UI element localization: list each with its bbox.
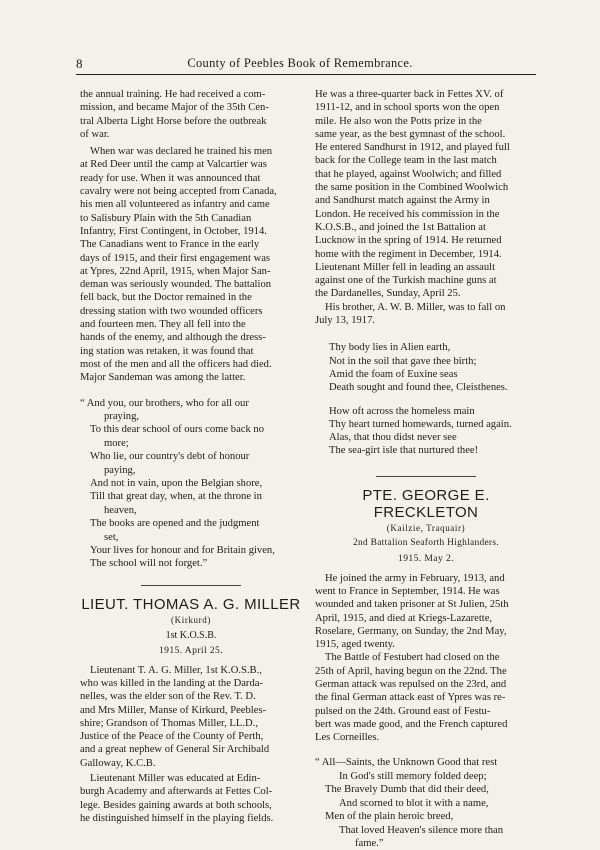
section-unit: 1st K.O.S.B. bbox=[165, 630, 217, 642]
section-place: (Kailzie, Traquair) bbox=[386, 522, 466, 533]
text-line: 1911-12, and in school sports won the open bbox=[315, 102, 500, 114]
text-line: the annual training. He had received a com- bbox=[80, 89, 266, 100]
text-line: The Canadians went to France in the early bbox=[80, 239, 260, 251]
text-line: He entered Sandhurst in 1912, and played full bbox=[315, 142, 510, 154]
text-line: German attack was repulsed on the 23rd, and bbox=[315, 678, 507, 690]
section-unit: 2nd Battalion Seaforth Highlanders. bbox=[353, 538, 499, 549]
quote-line: “ All—Saints, the Unknown Good that rest bbox=[315, 757, 498, 769]
poem-stanza bbox=[315, 405, 537, 458]
text-line: at Red Deer until the camp at Valcartier was bbox=[80, 159, 267, 171]
right-para-4 bbox=[315, 651, 537, 744]
text-line: 1915, aged twenty. bbox=[315, 639, 395, 651]
text-line: who was killed in the landing at the Darda- bbox=[80, 678, 263, 689]
text-line: hands of the enemy, and although the dress- bbox=[80, 332, 266, 344]
text-line: cavalry were not being accepted from Canada, bbox=[80, 186, 277, 198]
text-line: burgh Academy and afterwards at Fettes Col- bbox=[80, 786, 273, 798]
text-line: nelles, was the elder son of the Rev. T. D. bbox=[80, 691, 256, 703]
text-line: Justice of the Peace of the County of Perth, bbox=[80, 731, 264, 743]
poem-line: Thy heart turned homewards, turned again. bbox=[329, 418, 512, 430]
section-heading: LIEUT. THOMAS A. G. MILLER bbox=[81, 595, 301, 613]
right-para-3 bbox=[315, 572, 537, 652]
text-line: and Mrs Miller, Manse of Kirkurd, Peebles- bbox=[80, 704, 267, 716]
text-line: deman was seriously wounded. The battalion bbox=[80, 279, 272, 291]
poem-line: How oft across the homeless main bbox=[329, 405, 475, 417]
text-line: bert was made good, and the French captured bbox=[315, 718, 508, 730]
text-line: His brother, A. W. B. Miller, was to fall on bbox=[325, 301, 506, 313]
right-para-2 bbox=[315, 301, 537, 328]
right-column bbox=[315, 88, 537, 850]
quote-line: That loved Heaven's silence more than bbox=[339, 824, 503, 836]
text-line: he distinguished himself in the playing fields. bbox=[80, 812, 274, 824]
quote-line: more; bbox=[104, 437, 129, 449]
quote-line: heaven, bbox=[104, 504, 137, 516]
text-line: mile. He also won the Potts prize in the bbox=[315, 115, 482, 127]
page-title: County of Peebles Book of Remembrance. bbox=[187, 56, 413, 70]
left-para-2 bbox=[80, 145, 302, 384]
section-date: 1915. May 2. bbox=[398, 553, 454, 565]
text-line: He was a three-quarter back in Fettes XV. of bbox=[315, 89, 504, 100]
text-line: tral Alberta Light Horse before the outbreak bbox=[80, 115, 267, 127]
text-line: ing station was retaken, it was found that bbox=[80, 345, 254, 357]
text-line: When war was declared he trained his men bbox=[90, 146, 273, 158]
poem-line: Alas, that thou didst never see bbox=[329, 432, 457, 444]
text-line: went to France in September, 1914. He was bbox=[315, 585, 500, 597]
poem-line: Death sought and found thee, Cleisthenes. bbox=[329, 382, 508, 394]
text-line: dressing station with two wounded officers bbox=[80, 305, 263, 317]
text-line: ready for use. When it was announced that bbox=[80, 172, 261, 184]
text-line: same year, as the best gymnast of the school. bbox=[315, 128, 506, 140]
text-line: Infantry, First Contingent, in October, 1914. bbox=[80, 225, 267, 237]
right-quote bbox=[315, 756, 537, 850]
text-line: wounded and taken prisoner at St Julien, 25th bbox=[315, 599, 509, 611]
text-line: the same position in the Combined Woolwich bbox=[315, 182, 509, 194]
text-line: back for the College team in the last match bbox=[315, 155, 497, 167]
text-line: Roselare, Germany, on Sunday, the 2nd May, bbox=[315, 625, 507, 637]
quote-line: And scorned to blot it with a name, bbox=[339, 797, 489, 809]
text-line: and Sandhurst match against the Army in bbox=[315, 195, 490, 207]
quote-line: “ And you, our brothers, who for all our bbox=[80, 397, 249, 409]
left-para-1 bbox=[80, 88, 302, 141]
poem bbox=[315, 341, 537, 457]
right-para-1 bbox=[315, 88, 537, 301]
text-line: shire; Grandson of Thomas Miller, LL.D., bbox=[80, 717, 258, 729]
left-para-4 bbox=[80, 772, 302, 825]
text-line: Lieutenant Miller was educated at Edin- bbox=[90, 773, 261, 785]
page-number: 8 bbox=[76, 56, 83, 71]
text-line: of war. bbox=[80, 128, 110, 140]
poem-line: Amid the foam of Euxine seas bbox=[329, 368, 458, 380]
quote-line: Your lives for honour and for Britain given, bbox=[90, 545, 275, 556]
quote-line: The books are opened and the judgment bbox=[90, 518, 260, 530]
quote-line: The school will not forget.” bbox=[90, 558, 208, 570]
section-miller bbox=[80, 596, 302, 658]
text-line: pulsed on the 24th. Ground east of Festu- bbox=[315, 705, 491, 717]
section-date: 1915. April 25. bbox=[158, 645, 224, 657]
text-line: July 13, 1917. bbox=[315, 315, 376, 327]
poem-stanza bbox=[315, 341, 537, 394]
section-divider bbox=[141, 585, 241, 586]
left-para-3 bbox=[80, 664, 302, 770]
text-line: 25th of April, having begun on the 22nd. The bbox=[315, 665, 507, 677]
quote-line: paying, bbox=[104, 464, 136, 476]
text-line: and a great nephew of General Sir Archibald bbox=[80, 744, 270, 756]
text-line: The Battle of Festubert had closed on the bbox=[325, 652, 500, 664]
quote-line: Who lie, our country's debt of honour bbox=[90, 451, 250, 463]
text-line: home with the regiment in December, 1914. bbox=[315, 248, 502, 260]
section-divider bbox=[376, 476, 476, 477]
quote-line: set, bbox=[104, 531, 119, 543]
left-column bbox=[80, 88, 302, 825]
poem-line: The sea-girt isle that nurtured thee! bbox=[329, 445, 479, 457]
text-line: Lieutenant T. A. G. Miller, 1st K.O.S.B., bbox=[90, 664, 262, 676]
quote-line: In God's still memory folded deep; bbox=[339, 770, 487, 782]
text-line: most of the men and all the officers had died. bbox=[80, 358, 272, 370]
text-line: Galloway, K.C.B. bbox=[80, 757, 156, 769]
text-line: to Salisbury Plain with the 5th Canadian bbox=[80, 212, 252, 224]
text-line: Lieutenant Miller fell in leading an assault bbox=[315, 261, 496, 273]
text-line: lege. Besides gaining awards at both schools, bbox=[80, 799, 272, 811]
text-line: Lucknow in the spring of 1914. He returned bbox=[315, 235, 502, 247]
text-line: mission, and became Major of the 35th Cen- bbox=[80, 102, 269, 114]
text-line: at Ypres, 22nd April, 1915, when Major San- bbox=[80, 265, 271, 277]
quote-line: And not in vain, upon the Belgian shore, bbox=[90, 477, 263, 489]
quote-line: fame.” bbox=[355, 837, 384, 849]
section-heading: PTE. GEORGE E. FRECKLETON bbox=[362, 486, 490, 521]
text-line: against one of the Turkish machine guns at bbox=[315, 275, 497, 287]
text-line: K.O.S.B., and joined the 1st Battalion at bbox=[315, 221, 486, 233]
text-line: He joined the army in February, 1913, and bbox=[325, 572, 505, 584]
text-line: the final German attack east of Ypres was re- bbox=[315, 692, 506, 704]
text-line: the Dardanelles, Sunday, April 25. bbox=[315, 288, 461, 300]
text-line: Major Sandeman was among the latter. bbox=[80, 372, 246, 384]
text-line: fell back, but the Doctor remained in the bbox=[80, 292, 252, 304]
text-line: Les Corneilles. bbox=[315, 732, 380, 744]
text-line: and fourteen men. They all fell into the bbox=[80, 319, 246, 331]
text-line: that he played, against Woolwich; and filled bbox=[315, 168, 502, 180]
header-rule bbox=[76, 74, 536, 75]
quote-line: Men of the plain heroic breed, bbox=[325, 811, 454, 823]
quote-line: Till that great day, when, at the throne in bbox=[90, 491, 262, 503]
quote-line: praying, bbox=[104, 410, 140, 422]
quote-line: To this dear school of ours come back no bbox=[90, 424, 265, 436]
quote-line: The Bravely Dumb that did their deed, bbox=[325, 784, 489, 796]
text-line: days of 1915, and their first engagement was bbox=[80, 252, 271, 264]
poem-line: Not in the soil that gave thee birth; bbox=[329, 355, 477, 367]
text-line: London. He received his commission in the bbox=[315, 208, 500, 220]
section-freckleton bbox=[315, 487, 537, 566]
left-quote bbox=[80, 397, 302, 571]
text-line: April, 1915, and died at Kriegs-Lazarette, bbox=[315, 612, 493, 624]
poem-line: Thy body lies in Alien earth, bbox=[329, 342, 451, 354]
text-line: his men all volunteered as infantry and came bbox=[80, 199, 270, 211]
section-place: (Kirkurd) bbox=[171, 614, 211, 625]
